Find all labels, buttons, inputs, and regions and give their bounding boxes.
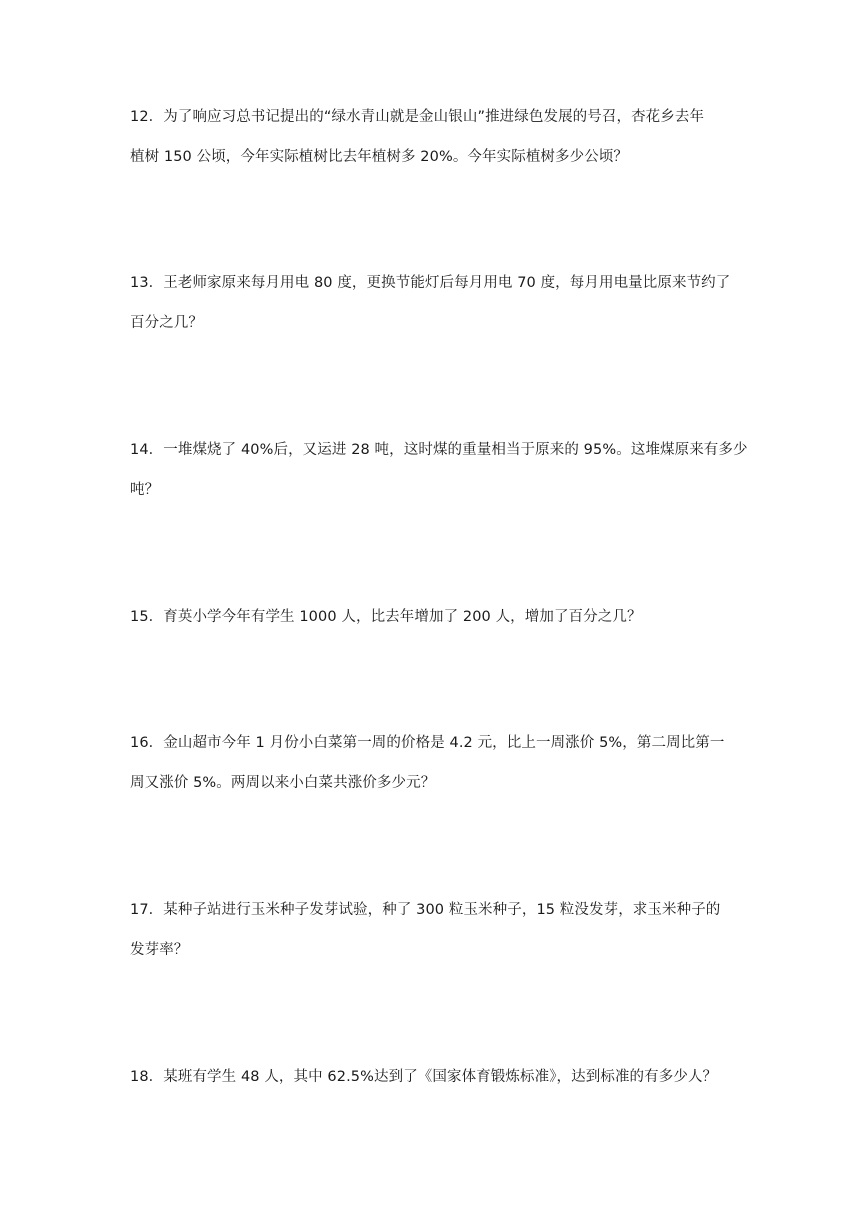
question-line: 百分之几？ xyxy=(130,315,203,331)
question-line: 13．王老师家原来每月用电 80 度，更换节能灯后每月用电 70 度，每月用电量比原来节约了 xyxy=(130,275,731,291)
question-18 xyxy=(130,1057,740,1097)
question-line: 16．金山超市今年 1 月份小白菜第一周的价格是 4.2 元，比上一周涨价 5%，第二周比第一 xyxy=(130,735,725,751)
question-line: 15．育英小学今年有学生 1000 人，比去年增加了 200 人，增加了百分之几？ xyxy=(130,609,642,625)
question-15 xyxy=(130,597,740,637)
question-16 xyxy=(130,723,740,803)
question-line: 周又涨价 5%。两周以来小白菜共涨价多少元？ xyxy=(130,775,436,791)
question-14 xyxy=(130,430,748,510)
question-line: 发芽率？ xyxy=(130,942,189,958)
question-13 xyxy=(130,263,740,343)
question-line: 吨？ xyxy=(130,482,160,498)
question-line: 17．某种子站进行玉米种子发芽试验，种了 300 粒玉米种子，15 粒没发芽，求玉米种子的 xyxy=(130,902,721,918)
question-line: 12．为了响应习总书记提出的“绿水青山就是金山银山”推进绿色发展的号召，杏花乡去年 xyxy=(130,109,705,125)
question-line: 14．一堆煤烧了 40%后，又运进 28 吨，这时煤的重量相当于原来的 95%。这堆煤原来有多少 xyxy=(130,442,748,458)
question-17 xyxy=(130,890,740,970)
question-12 xyxy=(130,97,740,177)
question-line: 植树 150 公顷，今年实际植树比去年植树多 20%。今年实际植树多少公顷？ xyxy=(130,149,629,165)
question-line: 18．某班有学生 48 人，其中 62.5%达到了《国家体育锻炼标准》，达到标准的有多少人？ xyxy=(130,1069,718,1085)
